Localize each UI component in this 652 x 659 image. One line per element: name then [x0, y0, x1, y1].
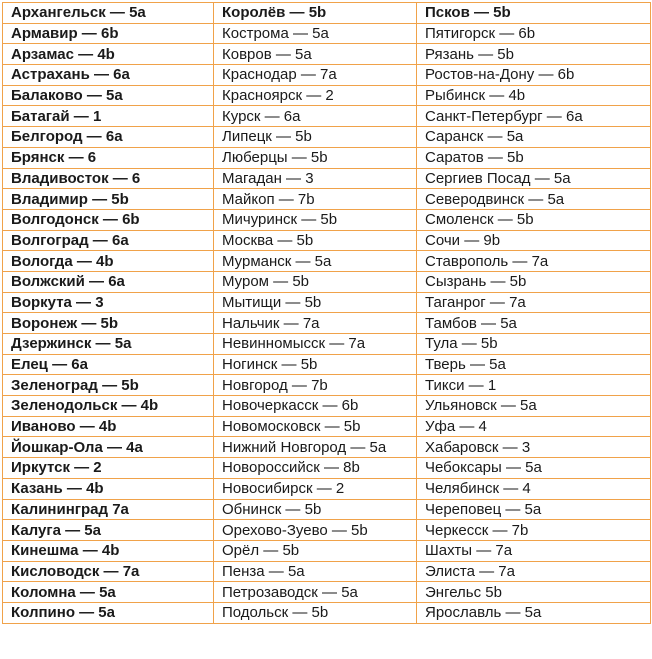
table-row — [3, 416, 651, 437]
table-cell: Брянск — 6 — [3, 147, 214, 168]
table-row — [3, 85, 651, 106]
table-row — [3, 147, 651, 168]
table-cell: Краснодар — 7a — [214, 65, 417, 86]
table-cell: Северодвинск — 5a — [417, 189, 651, 210]
table-row — [3, 375, 651, 396]
table-cell: Новгород — 7b — [214, 375, 417, 396]
table-cell: Ярославль — 5a — [417, 602, 651, 623]
table-row — [3, 230, 651, 251]
table-cell: Уфа — 4 — [417, 416, 651, 437]
table-cell: Воронеж — 5b — [3, 313, 214, 334]
table-cell: Тула — 5b — [417, 334, 651, 355]
table-row — [3, 520, 651, 541]
table-cell: Рыбинск — 4b — [417, 85, 651, 106]
table-cell: Мичуринск — 5b — [214, 209, 417, 230]
table-cell: Кострома — 5a — [214, 23, 417, 44]
table-cell: Иркутск — 2 — [3, 458, 214, 479]
table-cell: Смоленск — 5b — [417, 209, 651, 230]
table-cell: Хабаровск — 3 — [417, 437, 651, 458]
table-cell: Дзержинск — 5a — [3, 334, 214, 355]
table-row — [3, 271, 651, 292]
table-cell: Москва — 5b — [214, 230, 417, 251]
table-row — [3, 499, 651, 520]
table-row — [3, 292, 651, 313]
table-row — [3, 23, 651, 44]
table-cell: Белгород — 6a — [3, 127, 214, 148]
table-row — [3, 458, 651, 479]
table-cell: Тикси — 1 — [417, 375, 651, 396]
table-cell: Ульяновск — 5a — [417, 396, 651, 417]
table-cell: Орёл — 5b — [214, 540, 417, 561]
table-cell: Кисловодск — 7a — [3, 561, 214, 582]
table-cell: Нальчик — 7a — [214, 313, 417, 334]
table-cell: Тверь — 5a — [417, 354, 651, 375]
table-row — [3, 127, 651, 148]
table-row — [3, 189, 651, 210]
table-cell: Армавир — 6b — [3, 23, 214, 44]
table-cell: Челябинск — 4 — [417, 478, 651, 499]
table-cell: Обнинск — 5b — [214, 499, 417, 520]
table-cell: Коломна — 5a — [3, 582, 214, 603]
table-cell: Пенза — 5a — [214, 561, 417, 582]
table-row — [3, 478, 651, 499]
table-cell: Муром — 5b — [214, 271, 417, 292]
table-cell: Тамбов — 5a — [417, 313, 651, 334]
table-row — [3, 602, 651, 623]
table-cell: Петрозаводск — 5a — [214, 582, 417, 603]
table-cell: Рязань — 5b — [417, 44, 651, 65]
table-row — [3, 396, 651, 417]
table-cell: Йошкар-Ола — 4a — [3, 437, 214, 458]
table-row — [3, 251, 651, 272]
table-cell: Магадан — 3 — [214, 168, 417, 189]
table-cell: Нижний Новгород — 5a — [214, 437, 417, 458]
table-cell: Зеленоград — 5b — [3, 375, 214, 396]
table-cell: Вологда — 4b — [3, 251, 214, 272]
table-cell: Владивосток — 6 — [3, 168, 214, 189]
table-row — [3, 582, 651, 603]
table-cell: Воркута — 3 — [3, 292, 214, 313]
table-row — [3, 561, 651, 582]
table-cell: Новосибирск — 2 — [214, 478, 417, 499]
table-row — [3, 3, 651, 24]
table-cell: Череповец — 5a — [417, 499, 651, 520]
table-cell: Орехово-Зуево — 5b — [214, 520, 417, 541]
table-cell: Сызрань — 5b — [417, 271, 651, 292]
table-cell: Курск — 6a — [214, 106, 417, 127]
table-cell: Сергиев Посад — 5a — [417, 168, 651, 189]
table-cell: Калининград 7a — [3, 499, 214, 520]
table-cell: Волгодонск — 6b — [3, 209, 214, 230]
table-cell: Сочи — 9b — [417, 230, 651, 251]
table-cell: Казань — 4b — [3, 478, 214, 499]
table-row — [3, 44, 651, 65]
table-cell: Черкесск — 7b — [417, 520, 651, 541]
table-cell: Красноярск — 2 — [214, 85, 417, 106]
table-cell: Архангельск — 5a — [3, 3, 214, 24]
table-cell: Невинномысск — 7a — [214, 334, 417, 355]
table-row — [3, 106, 651, 127]
table-cell: Астрахань — 6a — [3, 65, 214, 86]
table-row — [3, 313, 651, 334]
table-cell: Ростов-на-Дону — 6b — [417, 65, 651, 86]
table-cell: Королёв — 5b — [214, 3, 417, 24]
table-cell: Чебоксары — 5a — [417, 458, 651, 479]
table-cell: Колпино — 5a — [3, 602, 214, 623]
table-cell: Шахты — 7a — [417, 540, 651, 561]
table-cell: Зеленодольск — 4b — [3, 396, 214, 417]
table-row — [3, 209, 651, 230]
table-cell: Волжский — 6a — [3, 271, 214, 292]
table-cell: Липецк — 5b — [214, 127, 417, 148]
table-cell: Таганрог — 7a — [417, 292, 651, 313]
table-cell: Батагай — 1 — [3, 106, 214, 127]
table-row — [3, 65, 651, 86]
table-cell: Ногинск — 5b — [214, 354, 417, 375]
table-cell: Санкт-Петербург — 6a — [417, 106, 651, 127]
table-cell: Элиста — 7a — [417, 561, 651, 582]
table-cell: Арзамас — 4b — [3, 44, 214, 65]
table-cell: Пятигорск — 6b — [417, 23, 651, 44]
table-cell: Подольск — 5b — [214, 602, 417, 623]
table-row — [3, 540, 651, 561]
table-cell: Новороссийск — 8b — [214, 458, 417, 479]
table-cell: Ковров — 5a — [214, 44, 417, 65]
table-row — [3, 437, 651, 458]
table-cell: Псков — 5b — [417, 3, 651, 24]
table-cell: Майкоп — 7b — [214, 189, 417, 210]
table-cell: Балаково — 5a — [3, 85, 214, 106]
table-cell: Новомосковск — 5b — [214, 416, 417, 437]
table-cell: Мурманск — 5a — [214, 251, 417, 272]
table-cell: Калуга — 5a — [3, 520, 214, 541]
table-cell: Иваново — 4b — [3, 416, 214, 437]
table-row — [3, 168, 651, 189]
table-cell: Ставрополь — 7a — [417, 251, 651, 272]
table-cell: Мытищи — 5b — [214, 292, 417, 313]
table-cell: Волгоград — 6a — [3, 230, 214, 251]
table-cell: Новочеркасск — 6b — [214, 396, 417, 417]
table-cell: Кинешма — 4b — [3, 540, 214, 561]
table-cell: Энгельс 5b — [417, 582, 651, 603]
city-zone-table — [2, 2, 651, 624]
table-row — [3, 354, 651, 375]
table-row — [3, 334, 651, 355]
table-cell: Владимир — 5b — [3, 189, 214, 210]
table-cell: Люберцы — 5b — [214, 147, 417, 168]
table-cell: Елец — 6a — [3, 354, 214, 375]
table-cell: Саратов — 5b — [417, 147, 651, 168]
table-cell: Саранск — 5a — [417, 127, 651, 148]
